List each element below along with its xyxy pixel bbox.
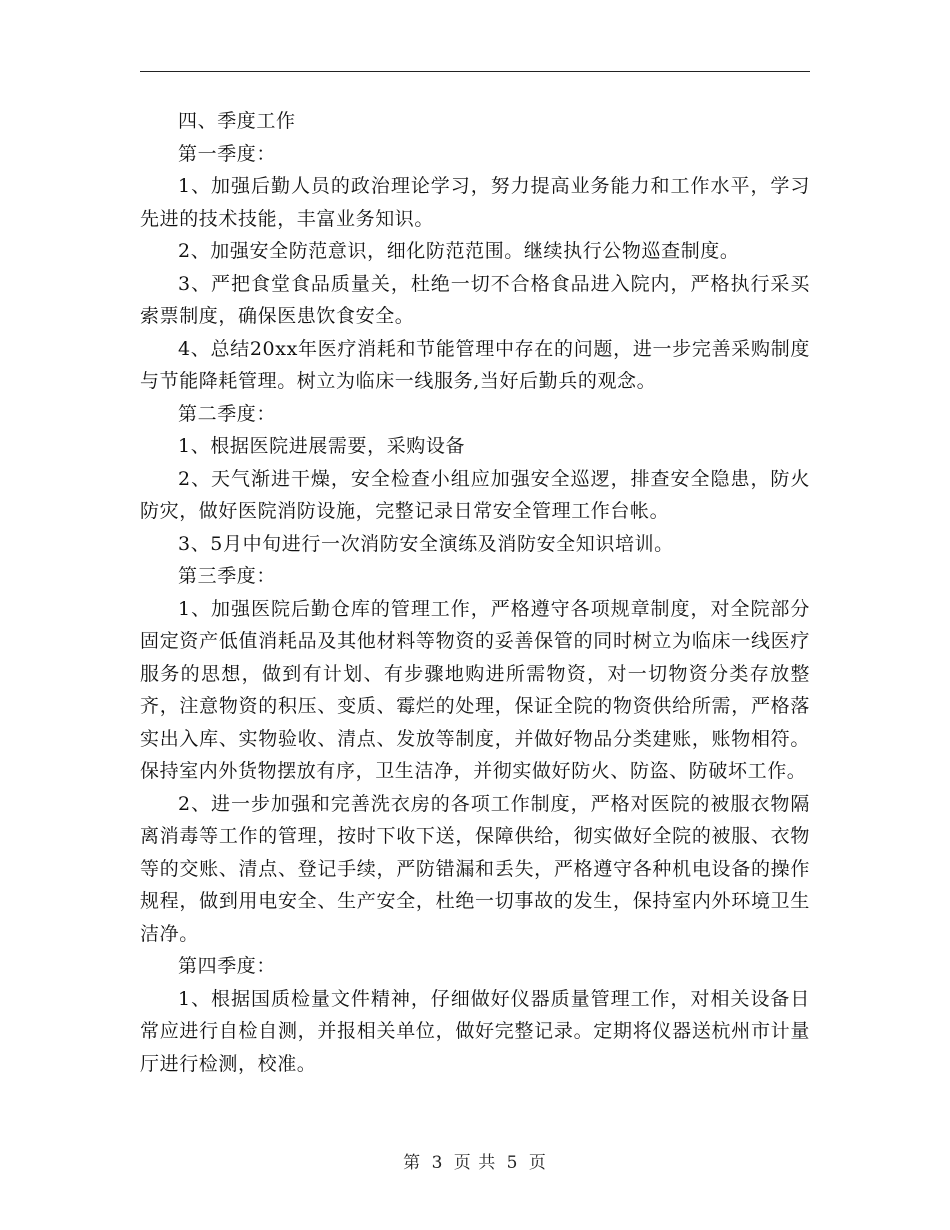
q1-item-2: 2、加强安全防范意识，细化防范范围。继续执行公物巡查制度。 [178,240,740,262]
q3-item-1: 1、加强医院后勤仓库的管理工作，严格遵守各项规章制度，对全院部分固定资产低值消耗品及其他材料等物资的妥善保管的同时树立为临床一线医疗服务的思想，做到有计划、有步骤地购进所需物资，对一切物资分类存放整齐，注意物资的积压、变质、霉烂的处理，保证全院的物资供给所需，严格落实出入库、实物验收、清点、发放等制度，并做好物品分类建账，账物相符。保持室内外货物摆放有序，卫生洁净，并彻实做好防火、防盗、防破坏工作。 [140,597,810,782]
quarter-heading-q3: 第三季度： [178,565,277,587]
q2-item-1: 1、根据医院进展需要，采购设备 [178,435,466,457]
q1-item-1: 1、加强后勤人员的政治理论学习，努力提高业务能力和工作水平，学习先进的技术技能，丰富业务知识。 [140,175,810,230]
q3-item-2: 2、进一步加强和完善洗衣房的各项工作制度，严格对医院的被服衣物隔离消毒等工作的管理，按时下收下送，保障供给，彻实做好全院的被服、衣物等的交账、清点、登记手续，严防错漏和丢失，严格遵守各种机电设备的操作规程，做到用电安全、生产安全，杜绝一切事故的发生，保持室内外环境卫生洁净。 [140,792,810,945]
q2-item-3: 3、5月中旬进行一次消防安全演练及消防安全知识培训。 [178,532,674,555]
q1-item-3: 3、严把食堂食品质量关，杜绝一切不合格食品进入院内，严格执行采买索票制度，确保医患饮食安全。 [140,272,810,327]
footer-suffix: 页 [528,1153,547,1173]
quarter-heading-q4: 第四季度： [178,955,277,977]
document-body [140,105,810,1080]
header-rule [140,71,810,72]
footer-total-pages: 5 [506,1153,519,1173]
footer-prefix: 第 [403,1153,422,1173]
page-footer [0,1148,950,1173]
q2-item-2: 2、天气渐进干燥，安全检查小组应加强安全巡逻，排查安全隐患，防火防灾，做好医院消防设施，完整记录日常安全管理工作台帐。 [140,467,810,522]
q4-item-1: 1、根据国质检量文件精神，仔细做好仪器质量管理工作，对相关设备日常应进行自检自测，并报相关单位，做好完整记录。定期将仪器送杭州市计量厅进行检测，校准。 [140,987,810,1075]
footer-page-number: 3 [431,1153,444,1173]
q1-item-4: 4、总结20xx年医疗消耗和节能管理中存在的问题，进一步完善采购制度与节能降耗管理。树立为临床一线服务,当好后勤兵的观念。 [140,337,810,392]
section-heading: 四、季度工作 [178,110,296,132]
quarter-heading-q2: 第二季度： [178,402,277,425]
footer-middle: 页 共 [453,1153,497,1173]
quarter-heading-q1: 第一季度： [178,142,277,165]
